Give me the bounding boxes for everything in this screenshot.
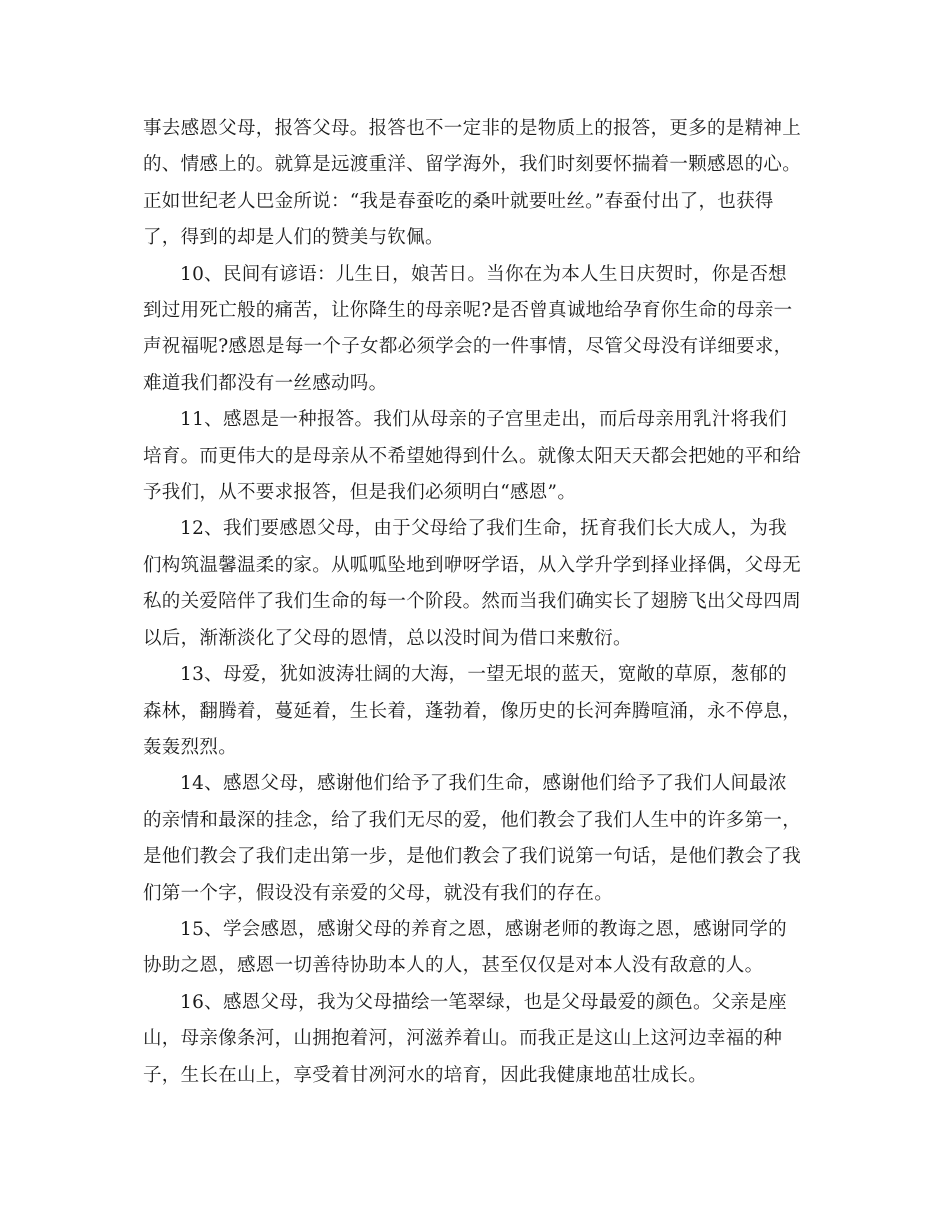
document-body — [143, 111, 803, 1094]
paragraph-14: 14、感恩父母，感谢他们给予了我们生命，感谢他们给予了我们人间最浓的亲情和最深的挂念，给了我们无尽的爱，他们教会了我们人生中的许多第一，是他们教会了我们走出第一步，是他们教会了我们说第一句话，是他们教会了我们第一个字，假设没有亲爱的父母，就没有我们的存在。 — [143, 773, 802, 904]
paragraph-11: 11、感恩是一种报答。我们从母亲的子宫里走出，而后母亲用乳汁将我们培育。而更伟大的是母亲从不希望她得到什么。就像太阳天天都会把她的平和给予我们，从不要求报答，但是我们必须明白“感恩”。 — [143, 409, 802, 504]
paragraph-13: 13、母爱，犹如波涛壮阔的大海，一望无垠的蓝天，宽敞的草原，葱郁的森林，翻腾着，蔓延着，生长着，蓬勃着，像历史的长河奔腾喧涌，永不停息，轰轰烈烈。 — [143, 664, 802, 758]
paragraph-12: 12、我们要感恩父母，由于父母给了我们生命，抚育我们长大成人，为我们构筑温馨温柔的家。从呱呱坠地到咿呀学语，从入学升学到择业择偶，父母无私的关爱陪伴了我们生命的每一个阶段。然而当我们确实长了翅膀飞出父母四周以后，渐渐淡化了父母的恩情，总以没时间为借口来敷衍。 — [143, 518, 802, 649]
paragraph-16: 16、感恩父母，我为父母描绘一笔翠绿，也是父母最爱的颜色。父亲是座山，母亲像条河，山拥抱着河，河滋养着山。而我正是这山上这河边幸福的种子，生长在山上，享受着甘冽河水的培育，因此我健康地茁壮成长。 — [143, 991, 787, 1086]
paragraph-continuation: 事去感恩父母，报答父母。报答也不一定非的是物质上的报答，更多的是精神上的、情感上的。就算是远渡重洋、留学海外，我们时刻要怀揣着一颗感恩的心。正如世纪老人巴金所说：“我是春蚕吃的桑叶就要吐丝。”春蚕付出了，也获得了，得到的却是人们的赞美与钦佩。 — [143, 118, 802, 249]
paragraph-15: 15、学会感恩，感谢父母的养育之恩，感谢老师的教诲之恩，感谢同学的协助之恩，感恩一切善待协助本人的人，甚至仅仅是对本人没有敌意的人。 — [143, 918, 787, 977]
paragraph-10: 10、民间有谚语：儿生日，娘苦日。当你在为本人生日庆贺时，你是否想到过用死亡般的痛苦，让你降生的母亲呢?是否曾真诚地给孕育你生命的母亲一声祝福呢?感恩是每一个子女都必须学会的一件事情，尽管父母没有详细要求，难道我们都没有一丝感动吗。 — [143, 263, 793, 394]
